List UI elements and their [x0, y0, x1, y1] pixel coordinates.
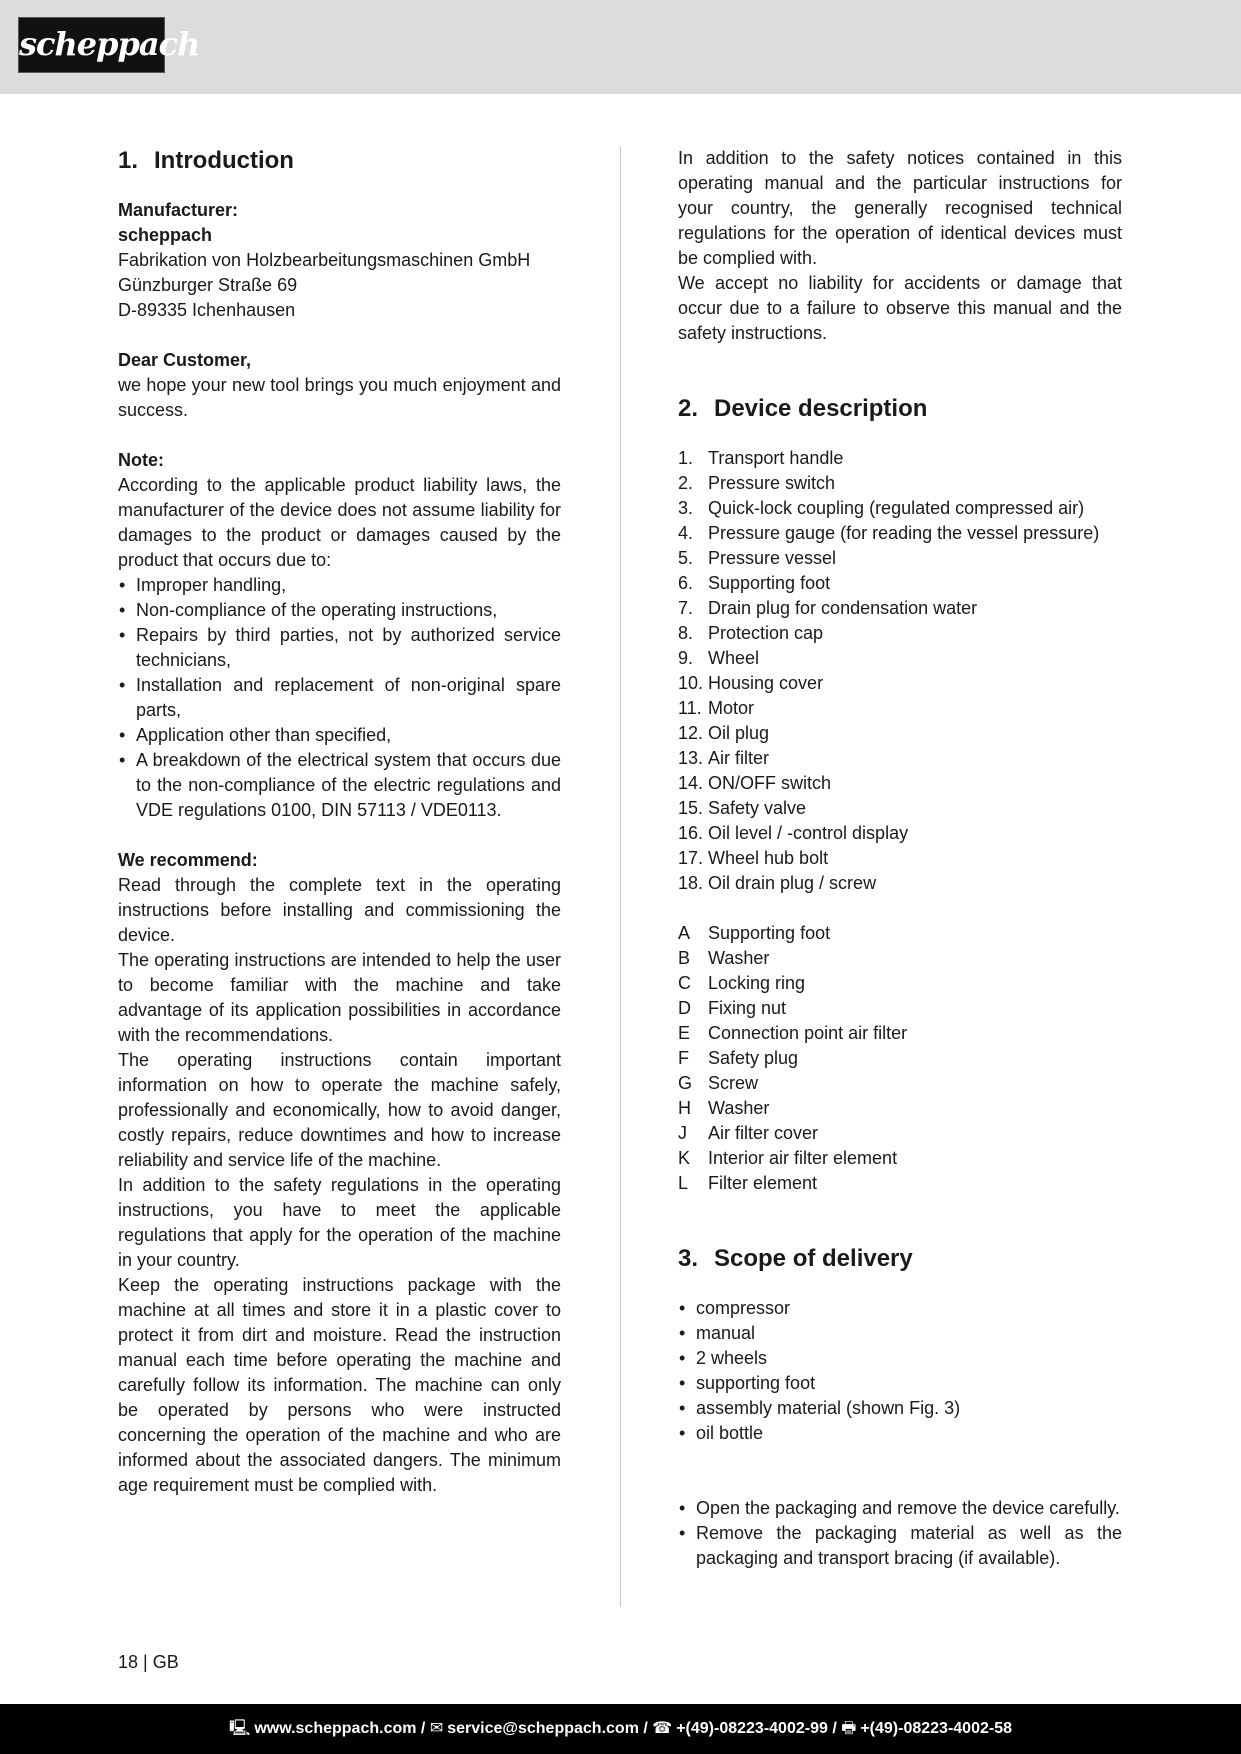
list-item: 1. Transport handle [678, 448, 844, 468]
list-item: • Repairs by third parties, not by authorized service technicians, [118, 623, 561, 673]
list-item: 10. Housing cover [678, 673, 824, 693]
website-link[interactable]: www.scheppach.com [254, 1720, 417, 1737]
dear-customer-text: we hope your new tool brings you much enjoyment and success. [118, 375, 561, 420]
section-number: 3. [678, 1245, 699, 1272]
liability-list [118, 573, 561, 823]
list-item: 9. Wheel [678, 648, 760, 668]
recommend-paragraph: The operating instructions are intended to help the user to become familiar with the machine and take advantage of its application possibilities in accordance with the recommendations. [118, 950, 561, 1045]
list-item: 8. Protection cap [678, 623, 824, 643]
list-item: • Improper handling, [118, 573, 561, 598]
parts-list [678, 446, 1122, 896]
list-item: D Fixing nut [678, 998, 787, 1018]
section-title: Introduction [154, 147, 294, 174]
list-item: • Application other than specified, [118, 723, 561, 748]
list-item: B Washer [678, 948, 770, 968]
list-item: 17. Wheel hub bolt [678, 848, 829, 868]
list-item: C Locking ring [678, 973, 806, 993]
list-item: • oil bottle [678, 1421, 1122, 1446]
section-heading-scope-of-delivery [678, 1244, 1122, 1274]
section-title: Scope of delivery [714, 1245, 913, 1272]
footer-bar: 🖳 www.scheppach.com / ✉ service@scheppach.com / ☎ +(49)-08223-4002-99 / 🖶 +(49)-08223-4002-58 [0, 1704, 1241, 1754]
list-item: F Safety plug [678, 1048, 799, 1068]
unpacking-steps [678, 1496, 1122, 1571]
fax-number: +(49)-08223-4002-58 [860, 1720, 1012, 1737]
section-number: 2. [678, 395, 699, 422]
dear-customer-label: Dear Customer, [118, 350, 252, 370]
list-item: 5. Pressure vessel [678, 548, 837, 568]
list-item: 7. Drain plug for condensation water [678, 598, 978, 618]
section-title: Device description [714, 395, 928, 422]
recommend-paragraph: The operating instructions contain important information on how to operate the machine safely, professionally and economically, how to avoid danger, costly repairs, reduce downtimes and how to increase reliability and service life of the machine. [118, 1050, 561, 1170]
list-item: L Filter element [678, 1173, 818, 1193]
list-item: • Non-compliance of the operating instructions, [118, 598, 561, 623]
list-item: • assembly material (shown Fig. 3) [678, 1396, 1122, 1421]
right-column [678, 146, 1122, 1571]
list-item: 11. Motor [678, 698, 755, 718]
list-item: 2. Pressure switch [678, 473, 836, 493]
list-item: 13. Air filter [678, 748, 770, 768]
left-column [118, 146, 561, 1498]
list-item: 15. Safety valve [678, 798, 807, 818]
list-item: • manual [678, 1321, 1122, 1346]
list-item: • 2 wheels [678, 1346, 1122, 1371]
safety-paragraph: In addition to the safety notices contained in this operating manual and the particular instructions for your country, the generally recognised technical regulations for the operation of identical devices must be complied with. [678, 148, 1122, 268]
list-item: 16. Oil level / -control display [678, 823, 909, 843]
computer-icon: 🖳 [228, 1720, 251, 1737]
list-item: 18. Oil drain plug / screw [678, 873, 877, 893]
list-item: • Open the packaging and remove the device carefully. [678, 1496, 1122, 1521]
manufacturer-label: Manufacturer: [118, 200, 239, 220]
address-line: Günzburger Straße 69 [118, 275, 298, 295]
email-link[interactable]: service@scheppach.com [447, 1720, 639, 1737]
address-line: Fabrikation von Holzbearbeitungsmaschinen GmbH [118, 250, 531, 270]
recommend-paragraph: Keep the operating instructions package with the machine at all times and store it in a plastic cover to protect it from dirt and moisture. Read the instruction manual each time before operating the machine and carefully follow its information. The machine can only be operated by persons who were instructed concerning the operation of the machine and who are informed about the associated dangers. The minimum age requirement must be complied with. [118, 1275, 561, 1495]
phone-icon: ☎ [652, 1720, 673, 1737]
list-item: • Installation and replacement of non-original spare parts, [118, 673, 561, 723]
scheppach-logo: scheppach [18, 17, 165, 73]
recommend-paragraph: In addition to the safety regulations in the operating instructions, you have to meet the applicable regulations that apply for the operation of the machine in your country. [118, 1175, 561, 1270]
manufacturer-name: scheppach [118, 225, 213, 245]
section-heading-introduction [118, 146, 561, 176]
list-item: 6. Supporting foot [678, 573, 831, 593]
list-item: • Remove the packaging material as well as the packaging and transport bracing (if available). [678, 1521, 1122, 1571]
recommend-paragraph: Read through the complete text in the operating instructions before installing and commissioning the device. [118, 875, 561, 945]
list-item: 14. ON/OFF switch [678, 773, 832, 793]
list-item: H Washer [678, 1098, 770, 1118]
phone-number: +(49)-08223-4002-99 [676, 1720, 828, 1737]
list-item: E Connection point air filter [678, 1023, 908, 1043]
section-heading-device-description [678, 394, 1122, 424]
accessory-parts-list [678, 921, 1122, 1196]
recommend-label: We recommend: [118, 850, 258, 870]
list-item: 12. Oil plug [678, 723, 770, 743]
note-label: Note: [118, 450, 164, 470]
delivery-list [678, 1296, 1122, 1446]
liability-paragraph: We accept no liability for accidents or damage that occur due to a failure to observe this manual and the safety instructions. [678, 273, 1122, 343]
section-number: 1. [118, 147, 139, 174]
list-item: A Supporting foot [678, 923, 831, 943]
address-line: D-89335 Ichenhausen [118, 300, 296, 320]
list-item: J Air filter cover [678, 1123, 819, 1143]
list-item: 3. Quick-lock coupling (regulated compressed air) [678, 498, 1085, 518]
list-item: K Interior air filter element [678, 1148, 898, 1168]
email-icon: ✉ [429, 1720, 444, 1737]
fax-icon: 🖶 [841, 1720, 857, 1737]
note-text: According to the applicable product liability laws, the manufacturer of the device does not assume liability for damages to the product or damages caused by the product that occurs due to: [118, 475, 561, 570]
column-divider [620, 147, 621, 1607]
page-number: 18 | GB [118, 1652, 179, 1672]
list-item: • A breakdown of the electrical system that occurs due to the non-compliance of the electric regulations and VDE regulations 0100, DIN 57113 / VDE0113. [118, 748, 561, 823]
list-item: 4. Pressure gauge (for reading the vessel pressure) [678, 523, 1100, 543]
header-bar [0, 0, 1241, 94]
list-item: G Screw [678, 1073, 759, 1093]
list-item: • compressor [678, 1296, 1122, 1321]
list-item: • supporting foot [678, 1371, 1122, 1396]
